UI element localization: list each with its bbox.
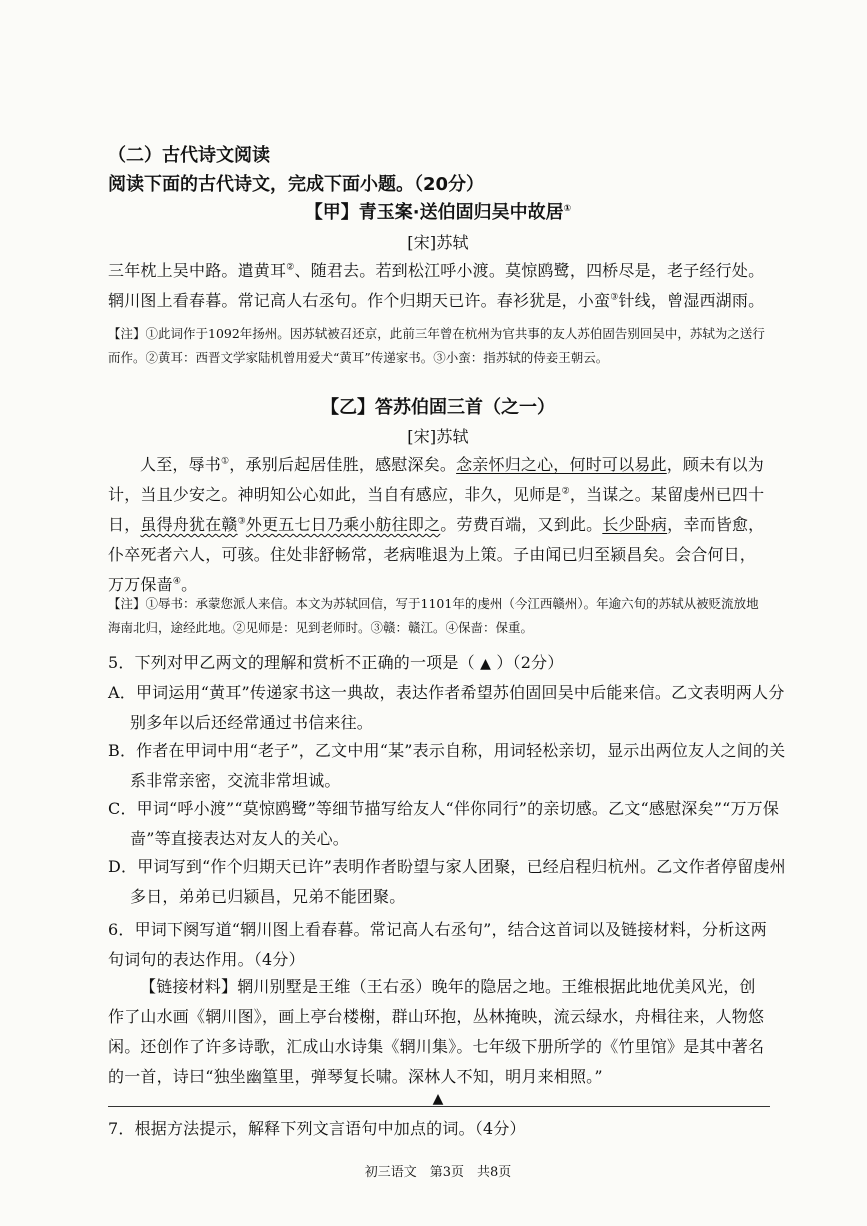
letter-text: 人至，辱书: [140, 455, 222, 474]
poem-a-title-note: ①: [563, 204, 572, 214]
letter-b-notes: 【注】①辱书：承蒙您派人来信。本文为苏轼回信，写于1101年的虔州（今江西赣州）。年逾六旬的苏轼从被贬流放地海南北归，途经此地。②见师是：见到老师时。③赣：赣江。④保啬：保重。: [108, 596, 759, 635]
letter-text: ，幸而皆愈，仆卒死者六人，可骇。住处非舒畅常，老病唯退为上策。子由闻已归至颍昌矣。会合何日，万万保啬: [108, 515, 765, 594]
letter-note-ref: ④: [172, 576, 182, 587]
letter-note-ref: ②: [561, 486, 570, 497]
poem-a-title: [108, 200, 768, 226]
letter-text: ，顾未有以为计，当且少安之。神明知公心如此，当自有感应，非久，见师是: [108, 455, 764, 504]
answer-mark-icon: ▲: [480, 656, 492, 672]
letter-note-ref: ①: [221, 456, 230, 467]
reading-instruction: 阅读下面的古代诗文，完成下面小题。（20分）: [108, 174, 485, 195]
underlined-sentence: 念亲怀归之心，何时可以易此: [456, 455, 667, 474]
q5-option-a: A．甲词运用“黄耳”传递家书这一典故，表达作者希望苏伯固回吴中后能来信。乙文表明两人分别多年以后还经常通过书信来往。: [108, 683, 785, 732]
answer-mark-icon: ▲: [432, 1091, 444, 1107]
letter-b-title: 【乙】答苏伯固三首（之一）: [321, 397, 555, 418]
section-title: （二）古代诗文阅读: [108, 145, 270, 166]
poem-a-text: 针线，曾湿西湖雨。: [618, 291, 765, 310]
letter-text: 。劳费百端，又到此。: [440, 515, 603, 534]
poem-a-line2: [108, 286, 768, 316]
q5-option-d: D．甲词写到“作个归期天已许”表明作者盼望与家人团聚，已经启程归杭州。乙文作者停留虔州多日，弟弟已归颍昌，兄弟不能团聚。: [108, 857, 786, 906]
poem-a-notes: 【注】①此词作于1092年扬州。因苏轼被召还京，此前三年曾在杭州为官共事的友人苏伯固告别回吴中，苏轼为之送行而作。②黄耳：西晋文学家陆机曾用爱犬“黄耳”传递家书。③小蛮：指苏轼的侍妾王朝云。: [108, 326, 765, 365]
poem-a-line1: [108, 256, 768, 286]
answer-line: [108, 1106, 770, 1107]
letter-b-author: [宋]苏轼: [407, 427, 469, 446]
q5-stem-end: ）（2分）: [496, 653, 564, 672]
q5-option-c: C．甲词“呼小渡”“莫惊鸥鹭”等细节描写给友人“伴你同行”的亲切感。乙文“感慰深矣”“万万保啬”等直接表达对友人的关心。: [108, 799, 780, 848]
q5-stem-text: 5．下列对甲乙两文的理解和赏析不正确的一项是（: [108, 653, 475, 672]
wavy-underlined-sentence: 虽得舟犹在赣: [140, 515, 238, 534]
poem-a-text: 、随君去。若到松江呼小渡。莫惊鸥鹭，四桥尽是，老子经行处。: [294, 261, 765, 280]
poem-a-author: [宋]苏轼: [407, 233, 469, 252]
page-footer: 初三语文 第3页 共8页: [364, 1165, 512, 1180]
q5-option-b: B．作者在甲词中用“老子”，乙文中用“某”表示自称，用词轻松亲切，显示出两位友人之间的关系非常亲密，交流非常坦诚。: [108, 741, 786, 790]
q6-link-material: 【链接材料】辋川别墅是王维（王右丞）晚年的隐居之地。王维根据此地优美风光，创作了山水画《辋川图》，画上亭台楼榭，群山环抱，丛林掩映，流云绿水，舟楫往来，人物悠闲。还创作了许多诗歌，汇成山水诗集《辋川集》。七年级下册所学的《竹里馆》是其中著名的一首，诗曰“独坐幽篁里，弹琴复长啸。深林人不知，明月来相照。”: [108, 977, 765, 1086]
question-5-stem: [108, 648, 768, 679]
wavy-underlined-sentence: 外更五七日乃乘小舫往即之: [245, 515, 441, 534]
letter-text: ，当谋之。某留虔州已四十日，: [108, 485, 765, 534]
letter-text: 。: [181, 575, 198, 594]
letter-text: ，承别后起居佳胜，感慰深矣。: [229, 455, 457, 474]
poem-a-note-ref: ③: [610, 292, 619, 303]
poem-a-note-ref: ②: [286, 262, 295, 273]
underlined-phrase: 长少卧病: [602, 515, 668, 534]
letter-note-ref: ③: [237, 516, 246, 527]
letter-b-body: [108, 450, 768, 600]
question-6-stem: 6．甲词下阕写道“辋川图上看春暮。常记高人右丞句”，结合这首词以及链接材料，分析这两句词句的表达作用。（4分）: [108, 920, 767, 969]
question-7-stem: 7．根据方法提示，解释下列文言语句中加点的词。（4分）: [108, 1119, 526, 1138]
poem-a-text: 辋川图上看春暮。常记高人右丞句。作个归期天已许。春衫犹是，小蛮: [108, 291, 611, 310]
poem-a-text: 三年枕上吴中路。遣黄耳: [108, 261, 287, 280]
poem-a-title-text: 【甲】青玉案·送伯固归吴中故居: [304, 202, 564, 223]
